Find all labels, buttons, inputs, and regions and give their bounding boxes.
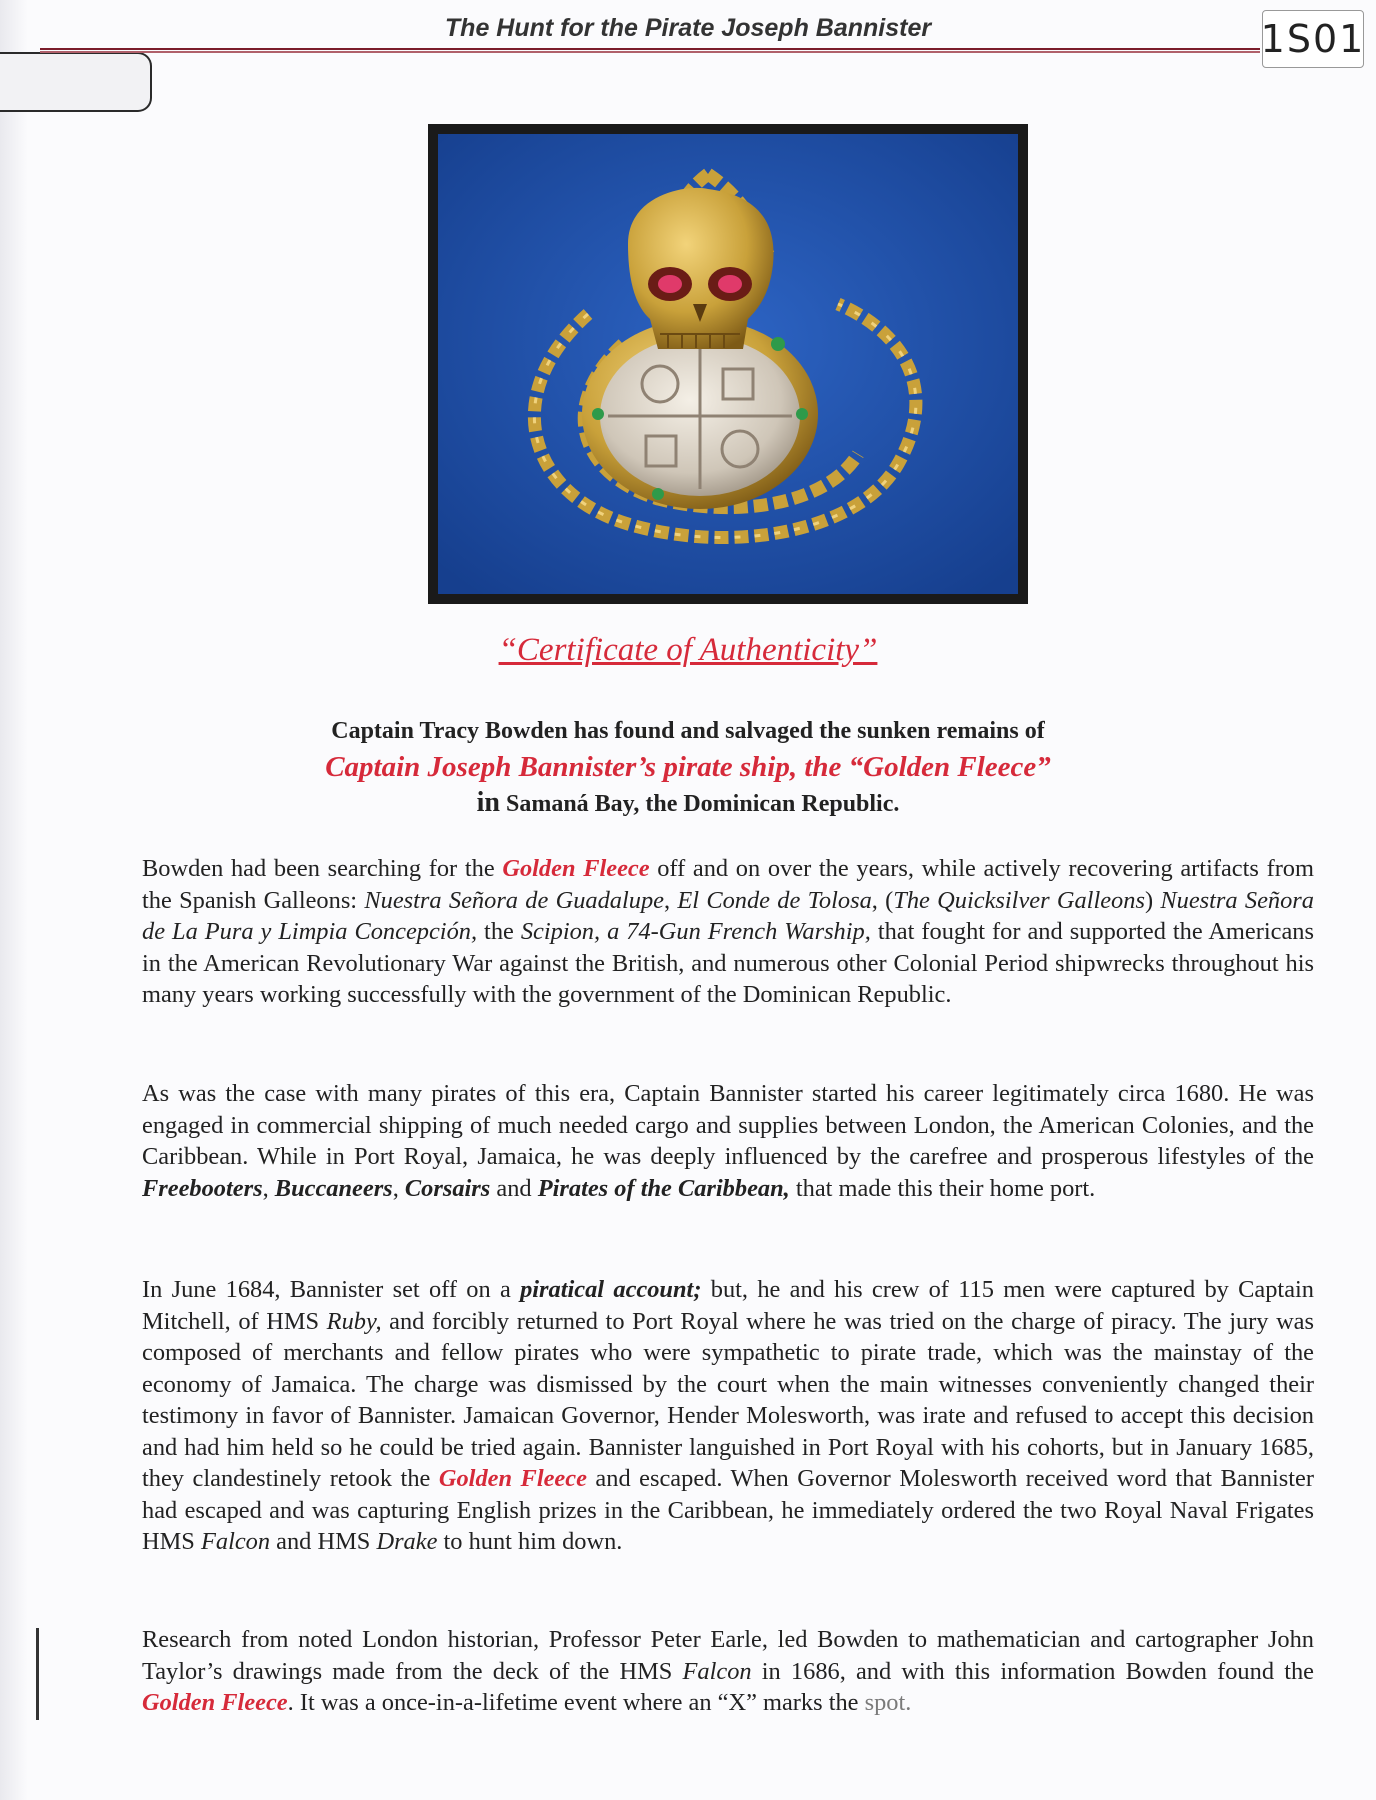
p3-text: In June 1684, Bannister set off on a [142, 1276, 521, 1303]
p2-text: As was the case with many pirates of this era, Captain Bannister started his career legitimately circa 1680. He was engaged in commercial shipping of much needed cargo and supplies between London, the American Colonies, and the Caribbean. While in Port Royal, Jamaica, he was deeply influenced by the carefree and prosperous lifestyles of the [142, 1080, 1314, 1170]
p3-text: to hunt him down. [437, 1528, 623, 1555]
paragraph-4 [142, 1624, 1314, 1719]
emphasis-term: Buccaneers [274, 1174, 393, 1202]
p1-text: the [477, 918, 521, 945]
p4-text: in 1686, and with this information Bowden found the [751, 1657, 1314, 1685]
binder-clip-icon [0, 52, 152, 112]
intro-line-3-rest: Samaná Bay, the Dominican Republic. [499, 791, 900, 817]
p1-text: ) [1144, 886, 1161, 914]
galleon-name: Nuestra Señora de Guadalupe [364, 886, 664, 914]
p1-text: , ( [871, 886, 894, 914]
galleon-name: The Quicksilver Galleons [893, 886, 1145, 914]
emphasis-term: Pirates of the Caribbean, [537, 1174, 790, 1202]
ship-name: Falcon [200, 1528, 271, 1555]
p4-text: . It was a once-in-a-lifetime event where an “X” marks the [287, 1689, 865, 1716]
p4-text: spot. [864, 1689, 912, 1716]
ship-name: Falcon [682, 1657, 752, 1685]
intro-block [0, 714, 1376, 821]
emphasis-term: Corsairs [404, 1174, 491, 1202]
p1-text: that fought for and supported the Americans in the American Revolutionary War against the British, and numerous other Colonial Period shipwrecks throughout his many years working successfully with the government of the Dominican Republic. [142, 918, 1314, 1008]
ship-name: Golden Fleece [142, 1689, 288, 1716]
paragraph-3 [142, 1274, 1314, 1558]
p3-text: but, he and his crew of 115 men were captured by Captain Mitchell, of HMS [142, 1276, 1314, 1335]
emphasis-term: Freebooters [142, 1174, 263, 1202]
intro-line-1: Captain Tracy Bowden has found and salvaged the sunken remains of [331, 718, 1045, 744]
header-title: The Hunt for the Pirate Joseph Bannister [444, 14, 932, 42]
ship-name: Golden Fleece [502, 855, 650, 882]
p1-text: off and on over the years, while actively recovering artifacts from the Spanish Galleons: [142, 855, 1314, 914]
p1-text: , [663, 886, 678, 914]
p3-text: and HMS [270, 1528, 377, 1555]
p1-text: Bowden had been searching for the [142, 855, 503, 882]
intro-line-3-in: in [476, 787, 500, 818]
paragraph-1 [142, 853, 1314, 1011]
galleon-name: Scipion, a 74-Gun French Warship, [520, 918, 871, 945]
p2-text: and [490, 1174, 538, 1202]
galleon-name: Nuestra Señora de La Pura y Limpia Concepción, [142, 886, 1314, 945]
p2-text: , [262, 1174, 275, 1202]
skull-pendant-photo [428, 124, 1028, 604]
ship-name: Golden Fleece [438, 1465, 587, 1492]
p3-text: and escaped. When Governor Molesworth received word that Bannister had escaped and was capturing English prizes in the Caribbean, he immediately ordered the two Royal Naval Frigates HMS [142, 1465, 1314, 1555]
scan-edge [0, 0, 28, 1800]
p2-text: that made this their home port. [789, 1174, 1096, 1202]
skull-pendant-illustration [438, 134, 1018, 594]
page-number-label: 1S01 [1262, 10, 1364, 68]
emphasis-term: piratical account; [520, 1276, 702, 1303]
p4-text: Research from noted London historian, Professor Peter Earle, led Bowden to mathematician and cartographer John Taylor’s drawings made from the deck of the HMS [142, 1626, 1314, 1685]
margin-mark [36, 1628, 39, 1720]
ship-name: Drake [376, 1528, 438, 1555]
galleon-name: El Conde de Tolosa [677, 886, 872, 914]
ship-name: Ruby, [326, 1307, 382, 1335]
intro-line-2: Captain Joseph Bannister’s pirate ship, the “Golden Fleece” [325, 751, 1051, 783]
p3-text: and forcibly returned to Port Royal where he was tried on the charge of piracy. The jury was composed of merchants and fellow pirates who were sympathetic to pirate trade, which was the mainstay of the economy of Jamaica. The charge was dismissed by the court when the main witnesses conveniently changed their testimony in favor of Bannister. Jamaican Governor, Hender Molesworth, was irate and refused to accept this decision and had him held so he could be tried again. Bannister languished in Port Royal with his cohorts, but in January 1685, they clandestinely retook the [142, 1307, 1315, 1492]
p2-text: , [392, 1174, 405, 1202]
intro-line-3 [0, 786, 1376, 821]
certificate-title: “Certificate of Authenticity” [498, 632, 878, 668]
header-rule [40, 48, 1260, 53]
paragraph-2 [142, 1078, 1314, 1204]
